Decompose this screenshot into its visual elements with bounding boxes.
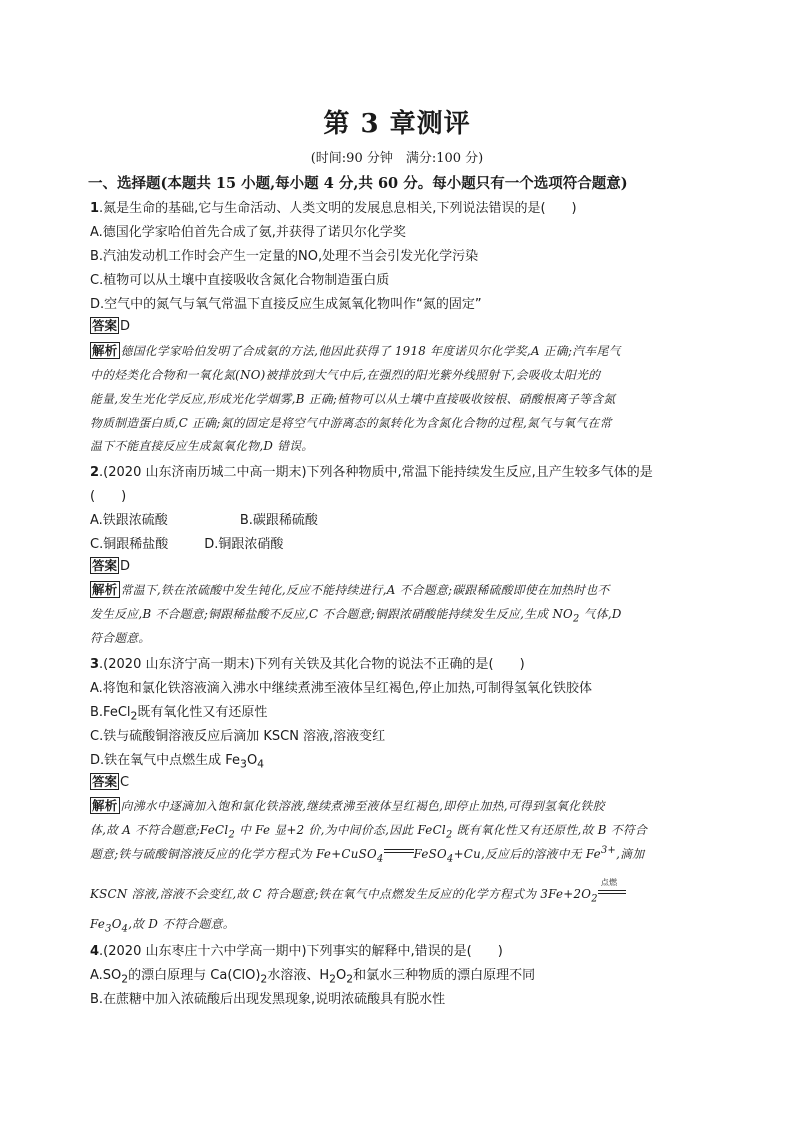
stem-text: .氮是生命的基础,它与生命活动、人类文明的发展息息相关,下列说法错误的是( ) xyxy=(99,201,577,216)
option-text: D.铁在氧气中点燃生成 Fe xyxy=(90,753,241,768)
question-2-stem-cont: ( ) xyxy=(90,489,127,504)
explanation-text: 向沸水中逐滴加入饱和氯化铁溶液,继续煮沸至液体呈红褐色,即停止加热,可得到氢氧化铁胶 xyxy=(120,799,605,813)
explanation-text: FeSO xyxy=(413,847,447,861)
option-text: O xyxy=(335,968,347,983)
subscript: 2 xyxy=(329,972,336,986)
question-3-explanation-line xyxy=(90,845,705,864)
subscript: 2 xyxy=(130,709,138,723)
question-number: 4 xyxy=(90,944,100,959)
explanation-text: 德国化学家哈伯发明了合成氨的方法,他因此获得了 1918 年度诺贝尔化学奖,A 正确;汽车尾气 xyxy=(120,344,621,358)
explanation-text: +Cu,反应后的溶液中无 Fe xyxy=(453,847,601,861)
stem-text: .(2020 山东济南历城二中高一期末)下列各种物质中,常温下能持续发生反应,且产生较多气体的是 xyxy=(99,465,653,480)
option-text: B.FeCl xyxy=(90,705,131,720)
question-2-answer xyxy=(90,557,130,574)
explanation-tag: 解析 xyxy=(92,798,118,813)
explanation-text: 发生反应,B 不合题意;铜跟稀盐酸不反应,C 不合题意;铜跟浓硝酸能持续发生反应,生成 NO xyxy=(90,607,574,621)
question-3-explanation-line xyxy=(90,878,705,905)
answer-tag: 答案 xyxy=(92,318,118,333)
subscript: 3 xyxy=(105,923,112,935)
subscript: 2 xyxy=(346,972,354,986)
subscript: 4 xyxy=(376,853,384,865)
question-3-stem xyxy=(90,653,525,672)
question-3-explanation-line xyxy=(90,915,705,934)
question-2-explanation-line: 符合题意。 xyxy=(90,631,151,645)
explanation-tag: 解析 xyxy=(92,343,118,358)
explanation-text: 题意;铁与硫酸铜溶液反应的化学方程式为 Fe+CuSO xyxy=(90,847,377,861)
question-4-option-b: B.在蔗糖中加入浓硫酸后出现发黑现象,说明浓硫酸具有脱水性 xyxy=(90,992,446,1007)
subscript: 2 xyxy=(591,893,598,905)
equals-sign-icon xyxy=(384,847,414,857)
answer-value: C xyxy=(120,775,130,790)
question-number: 2 xyxy=(90,465,100,480)
subscript: 4 xyxy=(447,853,454,865)
question-3-option-d xyxy=(90,749,264,771)
question-2-explanation-line xyxy=(90,581,705,598)
question-3-answer xyxy=(90,773,129,790)
option-text: 既有氧化性又有还原性 xyxy=(137,705,268,720)
explanation-text: 体,故 A 不符合题意;FeCl xyxy=(90,823,229,837)
stem-text: .(2020 山东枣庄十六中学高一期中)下列事实的解释中,错误的是( ) xyxy=(99,944,503,959)
answer-value: D xyxy=(120,559,131,574)
answer-tag: 答案 xyxy=(92,774,118,789)
subscript: 3 xyxy=(240,757,247,771)
explanation-text: ,故 D 不符合题意。 xyxy=(128,917,235,931)
question-4-stem xyxy=(90,940,503,959)
question-1-option-c: C.植物可以从土壤中直接吸收含氮化合物制造蛋白质 xyxy=(90,273,390,288)
question-1-explanation-line: 温下不能直接反应生成氮氧化物,D 错误。 xyxy=(90,439,314,453)
explanation-text: Fe xyxy=(90,917,106,931)
question-3-explanation-line xyxy=(90,797,705,814)
question-number: 1 xyxy=(90,201,100,216)
question-2-option-d: D.铜跟浓硝酸 xyxy=(204,537,284,552)
question-2-option-b: B.碳跟稀硫酸 xyxy=(239,513,318,528)
stem-text: .(2020 山东济宁高一期末)下列有关铁及其化合物的说法不正确的是( ) xyxy=(99,657,525,672)
question-2-explanation-line xyxy=(90,605,705,624)
ignition-arrow-icon xyxy=(598,878,626,900)
subscript: 2 xyxy=(573,613,580,625)
explanation-text: O xyxy=(111,917,122,931)
question-1-explanation-line xyxy=(90,342,705,359)
question-number: 3 xyxy=(90,657,100,672)
option-text: 和氯水三种物质的漂白原理不同 xyxy=(353,968,536,983)
question-2-option-a: A.铁跟浓硫酸 xyxy=(90,513,168,528)
question-1-option-b: B.汽油发动机工作时会产生一定量的NO,处理不当会引发光化学污染 xyxy=(90,249,479,264)
option-text: 水溶液、H xyxy=(267,968,330,983)
explanation-text: KSCN 溶液,溶液不会变红,故 C 符合题意;铁在氧气中点燃发生反应的化学方程式为 3Fe+2O xyxy=(90,887,592,901)
superscript: 3+ xyxy=(600,845,617,857)
option-text: 的漂白原理与 Ca(ClO) xyxy=(128,968,261,983)
explanation-tag: 解析 xyxy=(92,582,118,597)
page-title: 第 3 章测评 xyxy=(323,109,471,139)
question-1-explanation-line: 能量,发生光化学反应,形成光化学烟雾,B 正确;植物可以从土壤中直接吸收铵根、硝酸根离子等含氮 xyxy=(90,392,616,406)
explanation-text: 气体,D xyxy=(579,607,622,621)
exam-meta: (时间:90 分钟 满分:100 分) xyxy=(310,151,484,166)
section-heading: 一、选择题(本题共 15 小题,每小题 4 分,共 60 分。每小题只有一个选项符合题意) xyxy=(88,175,628,192)
answer-tag: 答案 xyxy=(92,558,118,573)
answer-value: D xyxy=(120,319,131,334)
question-2-stem xyxy=(90,461,653,480)
question-4-option-a xyxy=(90,964,535,986)
explanation-text: 中 Fe 显+2 价,为中间价态,因此 FeCl xyxy=(235,823,446,837)
subscript: 4 xyxy=(257,757,265,771)
question-3-option-c: C.铁与硫酸铜溶液反应后滴加 KSCN 溶液,溶液变红 xyxy=(90,729,386,744)
subscript: 2 xyxy=(228,829,236,841)
subscript: 2 xyxy=(121,972,129,986)
question-1-stem xyxy=(90,197,577,216)
question-1-option-d: D.空气中的氮气与氧气常温下直接反应生成氮氧化物叫作“氮的固定” xyxy=(90,297,482,312)
explanation-text: ,滴加 xyxy=(616,847,645,861)
explanation-text: 既有氧化性又有还原性,故 B 不符合 xyxy=(452,823,648,837)
subscript: 4 xyxy=(121,923,129,935)
question-2-options-row-1 xyxy=(90,509,318,528)
question-1-explanation-line: 中的烃类化合物和一氧化氮(NO)被排放到大气中后,在强烈的阳光紫外线照射下,会吸收太阳光的 xyxy=(90,368,601,382)
question-1-explanation-line: 物质制造蛋白质,C 正确;氮的固定是将空气中游离态的氮转化为含氮化合物的过程,氮气与氧气在常 xyxy=(90,416,612,430)
question-1-answer xyxy=(90,317,130,334)
subscript: 2 xyxy=(260,972,268,986)
option-text: O xyxy=(246,753,258,768)
question-3-explanation-line xyxy=(90,821,705,840)
question-3-option-a: A.将饱和氯化铁溶液滴入沸水中继续煮沸至液体呈红褐色,停止加热,可制得氢氧化铁胶体 xyxy=(90,681,593,696)
question-3-option-b xyxy=(90,701,267,723)
question-2-options-row-2 xyxy=(90,533,283,552)
option-text: A.SO xyxy=(90,968,122,983)
subscript: 2 xyxy=(445,829,453,841)
question-1-option-a: A.德国化学家哈伯首先合成了氨,并获得了诺贝尔化学奖 xyxy=(90,225,406,240)
explanation-text: 常温下,铁在浓硫酸中发生钝化,反应不能持续进行,A 不合题意;碳跟稀硫酸即使在加热时也不 xyxy=(120,583,610,597)
ignition-label: 点燃 xyxy=(600,878,618,887)
question-2-option-c: C.铜跟稀盐酸 xyxy=(90,537,169,552)
